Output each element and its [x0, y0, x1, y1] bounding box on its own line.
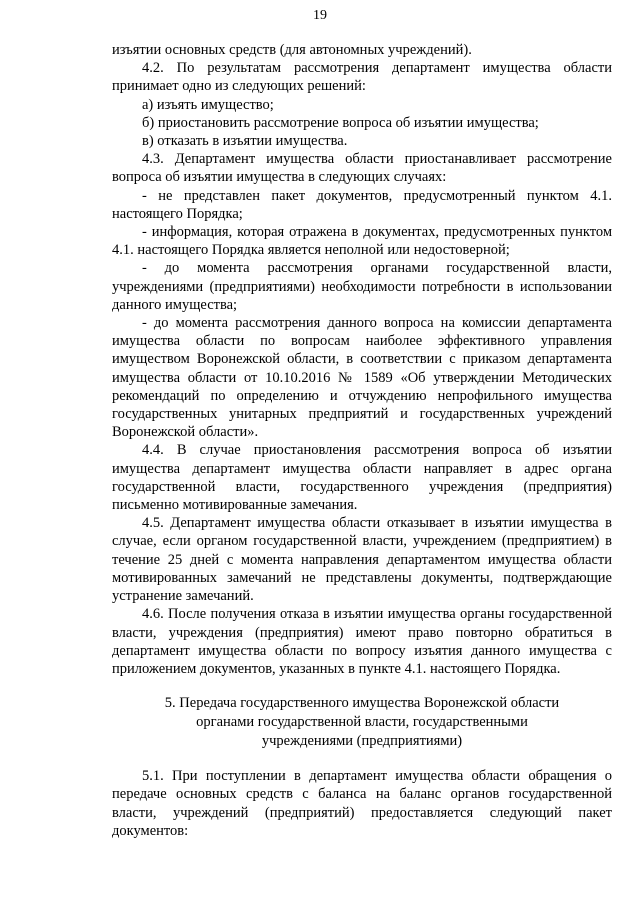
paragraph: 4.6. После получения отказа в изъятии имущества органы государственной власти, учреждения (предприятия) имеют право повторно обратиться в департамент имущества области по вопросу изъятия данного имущества с приложением документов, указанных в пункте 4.1. настоящего Порядка.	[112, 606, 612, 677]
list-item: - информация, которая отражена в документах, предусмотренных пунктом 4.1. настоящего Порядка является неполной или недостоверной;	[112, 224, 612, 259]
paragraph: изъятии основных средств (для автономных учреждений).	[112, 42, 472, 58]
paragraph: 5.1. При поступлении в департамент имущества области обращения о передаче основных средств с баланса на баланс органов государственной власти, учреждений (предприятий) предоставляется следующий пакет документов:	[112, 768, 612, 839]
paragraph: 4.4. В случае приостановления рассмотрения вопроса об изъятии имущества департамент имущества области направляет в адрес органа государственной власти, государственного учреждения (предприятия) письменно мотивированные замечания.	[112, 442, 612, 514]
paragraph: 4.3. Департамент имущества области приостанавливает рассмотрение вопроса об изъятии имущества в следующих случаях:	[112, 151, 612, 186]
section-heading-line: 5. Передача государственного имущества Воронежской области	[164, 695, 560, 712]
list-item: - не представлен пакет документов, предусмотренный пунктом 4.1. настоящего Порядка;	[112, 187, 612, 222]
list-item: б) приостановить рассмотрение вопроса об изъятии имущества;	[142, 114, 539, 131]
list-item: - до момента рассмотрения органами государственной власти, учреждениями (предприятиями) необходимости потребности в использовании данного имущества;	[112, 260, 612, 313]
list-item: - до момента рассмотрения данного вопроса на комиссии департамента имущества области по вопросам наиболее эффективного управления имуществом Воронежской области, в соответствии с приказом департамента имущества области от 10.10.2016 № 1589 «Об утверждении Методических рекомендаций по определению и отчуждению непрофильного имущества государственных унитарных предприятий и государственных учреждений Воронежской области».	[112, 315, 612, 441]
section-heading-line: учреждениями (предприятиями)	[261, 733, 463, 750]
section-heading-line: органами государственной власти, государственными	[196, 714, 528, 731]
list-item: а) изъять имущество;	[142, 96, 274, 113]
paragraph: 4.2. По результатам рассмотрения департамент имущества области принимает одно из следующих решений:	[112, 60, 612, 95]
paragraph: 4.5. Департамент имущества области отказывает в изъятии имущества в случае, если органом государственной власти, учреждением (предприятием) в течение 25 дней с момента направления департаментом имущества области мотивированных замечаний не представлены документы, подтверждающие устранение замечаний.	[112, 515, 612, 605]
document-body	[112, 41, 612, 840]
section-heading	[112, 694, 612, 751]
list-item: в) отказать в изъятии имущества.	[142, 133, 348, 150]
page-number: 19	[313, 8, 327, 23]
